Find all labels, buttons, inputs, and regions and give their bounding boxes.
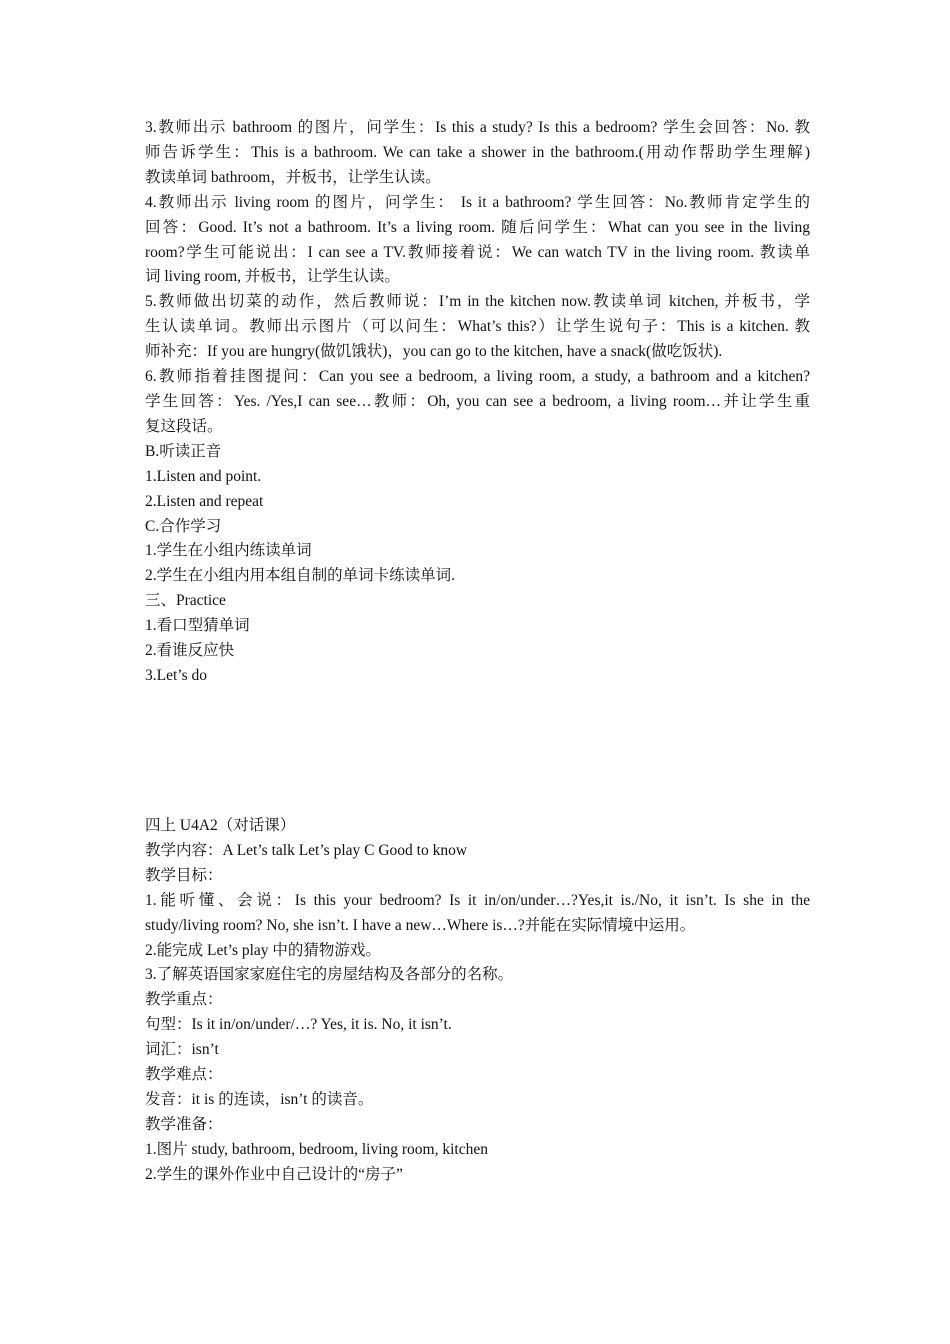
text-line: 三、Practice	[145, 592, 226, 610]
text-line: 1.学生在小组内练读单词	[145, 542, 312, 560]
text-line: 回答：Good. It’s not a bathroom. It’s a living room. 随后问学生：What can you see in the living	[145, 218, 810, 236]
lesson-plan-u4a2-section	[145, 814, 810, 1188]
text-line: 师告诉学生：This is a bathroom. We can take a shower in the bathroom.(用动作帮助学生理解)	[145, 143, 810, 161]
text-line: C.合作学习	[145, 517, 222, 535]
text-line: 师补充：If you are hungry(做饥饿状)，you can go to the kitchen, have a snack(做吃饭状).	[145, 343, 723, 361]
lesson-steps-section	[145, 116, 810, 689]
text-line: 1.图片 study, bathroom, bedroom, living room, kitchen	[145, 1140, 488, 1158]
text-line: 教学难点：	[145, 1066, 223, 1084]
text-line: 教读单词 bathroom，并板书，让学生认读。	[145, 168, 441, 186]
text-line: 发音：it is 的连读，isn’t 的读音。	[145, 1090, 374, 1108]
text-line: 5.教师做出切菜的动作，然后教师说：I’m in the kitchen now.教读单词 kitchen, 并板书，学	[145, 293, 810, 311]
text-line: 教学内容：A Let’s talk Let’s play C Good to know	[145, 841, 468, 859]
text-line: 复这段话。	[145, 417, 223, 435]
text-line: 词 living room, 并板书，让学生认读。	[145, 268, 400, 286]
text-line: room?学生可能说出：I can see a TV.教师接着说：We can watch TV in the living room. 教读单	[145, 243, 810, 261]
text-line: 3.Let’s do	[145, 666, 207, 684]
text-line: 2.看谁反应快	[145, 642, 235, 660]
text-line: 教学准备：	[145, 1115, 223, 1133]
text-line: 1.看口型猜单词	[145, 617, 250, 635]
text-line: 6.教师指着挂图提问：Can you see a bedroom, a living room, a study, a bathroom and a kitchen?	[145, 368, 810, 386]
text-line: study/living room? No, she isn’t. I have a new…Where is…?并能在实际情境中运用。	[145, 916, 696, 934]
text-line: B.听读正音	[145, 442, 222, 460]
text-line: 1.能听懂、会说：Is this your bedroom? Is it in/on/under…?Yes,it is./No, it isn’t. Is she in the	[145, 891, 810, 909]
text-line: 2.学生在小组内用本组自制的单词卡练读单词.	[145, 567, 456, 585]
text-line: 四上 U4A2（对话课）	[145, 817, 296, 834]
text-line: 3.教师出示 bathroom 的图片，问学生：Is this a study? Is this a bedroom? 学生会回答：No. 教	[145, 119, 810, 136]
text-line: 2.能完成 Let’s play 中的猜物游戏。	[145, 941, 381, 959]
text-line: 4.教师出示 living room 的图片，问学生： Is it a bathroom? 学生回答：No.教师肯定学生的	[145, 193, 810, 211]
text-line: 词汇：isn’t	[145, 1041, 219, 1059]
text-line: 2.学生的课外作业中自己设计的“房子”	[145, 1165, 403, 1183]
text-line: 2.Listen and repeat	[145, 492, 264, 510]
text-line: 生认读单词。教师出示图片（可以问生：What’s this?）让学生说句子：This is a kitchen. 教	[145, 318, 810, 336]
text-line: 教学重点：	[145, 991, 223, 1009]
text-line: 句型：Is it in/on/under/…? Yes, it is. No, it isn’t.	[145, 1016, 452, 1034]
text-line: 教学目标：	[145, 866, 223, 884]
text-line: 3.了解英语国家家庭住宅的房屋结构及各部分的名称。	[145, 966, 514, 984]
text-line: 学生回答：Yes. /Yes,I can see…教师：Oh, you can see a bedroom, a living room…并让学生重	[145, 392, 810, 410]
text-line: 1.Listen and point.	[145, 467, 262, 485]
